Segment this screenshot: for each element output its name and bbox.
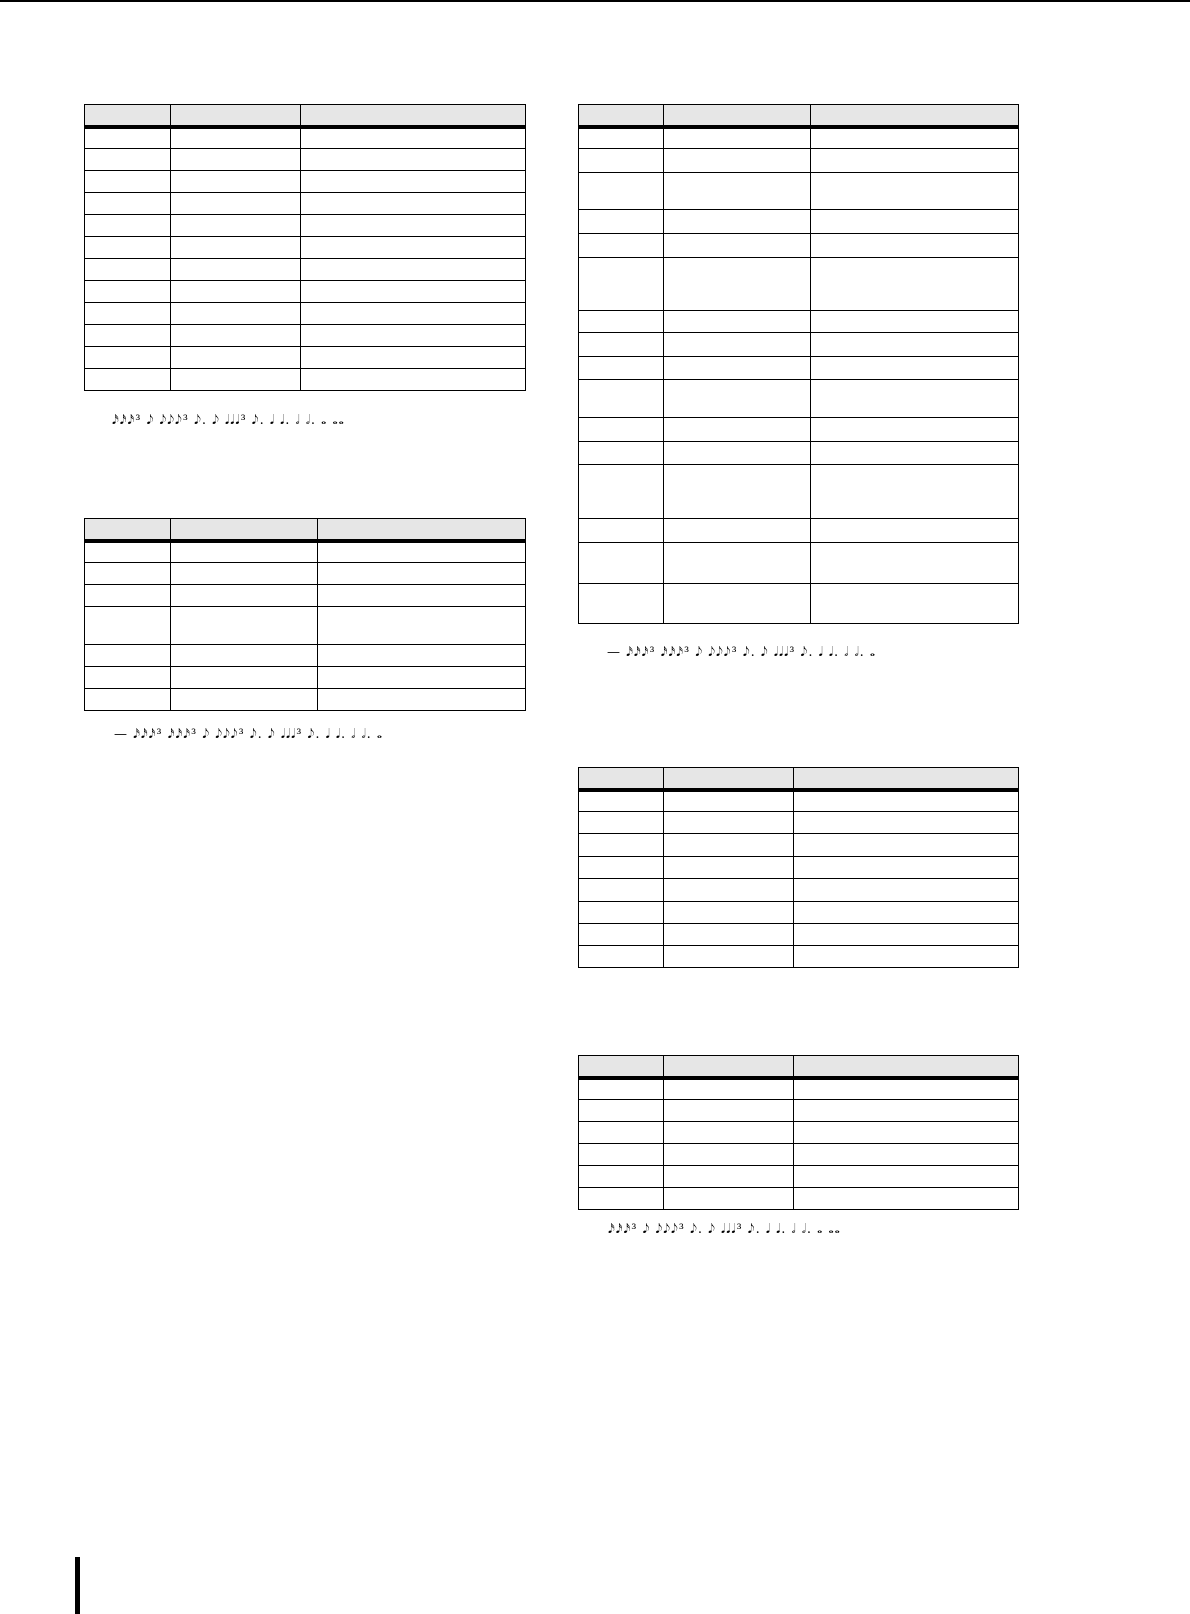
table-cell <box>664 1100 794 1122</box>
table-cell <box>85 369 171 391</box>
table-header-row <box>579 1056 1019 1078</box>
table-cell <box>171 585 318 607</box>
table-row <box>85 237 526 259</box>
table-cell <box>318 541 526 563</box>
table-cell <box>811 519 1019 543</box>
table-cell <box>794 1166 1019 1188</box>
header-cell <box>579 1056 664 1078</box>
table-row <box>579 946 1019 968</box>
table-cell <box>664 1166 794 1188</box>
table-row <box>579 924 1019 946</box>
table-cell <box>811 442 1019 465</box>
table-row <box>579 234 1019 258</box>
table-cell <box>811 465 1019 519</box>
table-row <box>579 311 1019 333</box>
table-row <box>85 281 526 303</box>
table-cell <box>171 127 301 149</box>
table-cell <box>579 234 664 258</box>
table-cell <box>579 879 664 902</box>
table-cell <box>664 258 811 311</box>
table-row <box>85 563 526 585</box>
table-cell <box>664 584 811 624</box>
table-row <box>579 210 1019 234</box>
table-row <box>579 1166 1019 1188</box>
table-row <box>579 173 1019 210</box>
header-cell <box>171 105 301 127</box>
table-row <box>579 1078 1019 1100</box>
table-cell <box>811 543 1019 584</box>
table-cell <box>794 857 1019 879</box>
table-header-row <box>85 105 526 127</box>
table-cell <box>794 790 1019 812</box>
table-cell <box>664 1144 794 1166</box>
table-cell <box>811 127 1019 149</box>
table-cell <box>85 645 171 667</box>
table-cell <box>579 902 664 924</box>
table-cell <box>579 380 664 418</box>
table-cell <box>301 127 526 149</box>
table-cell <box>85 259 171 281</box>
table-cell <box>318 667 526 689</box>
table-cell <box>794 812 1019 834</box>
table-cell <box>664 234 811 258</box>
header-cell <box>811 105 1019 127</box>
note-value-legend: — 𝅘𝅥𝅯𝅘𝅥𝅯𝅘𝅥𝅯³ 𝅘𝅥𝅯𝅘𝅥𝅯𝅘𝅥𝅯³ 𝅘𝅥𝅮 𝅘𝅥𝅮𝅘𝅥𝅮𝅘𝅥𝅮³ 𝅘𝅥𝅮. 𝅘𝅥𝅮 𝅘𝅥𝅘𝅥𝅘𝅥³ 𝅘𝅥𝅮. 𝅘𝅥 𝅘𝅥. 𝅗𝅥 𝅗𝅥. 𝅝 <box>114 727 384 742</box>
table-row <box>579 812 1019 834</box>
header-cell <box>664 1056 794 1078</box>
table-cell <box>579 1166 664 1188</box>
table-2 <box>84 518 526 711</box>
table-cell <box>171 541 318 563</box>
table-cell <box>811 234 1019 258</box>
table-cell <box>171 347 301 369</box>
header-cell <box>794 768 1019 790</box>
note-value-legend: — 𝅘𝅥𝅯𝅘𝅥𝅯𝅘𝅥𝅯³ 𝅘𝅥𝅯𝅘𝅥𝅯𝅘𝅥𝅯³ 𝅘𝅥𝅮 𝅘𝅥𝅮𝅘𝅥𝅮𝅘𝅥𝅮³ 𝅘𝅥𝅮. 𝅘𝅥𝅮 𝅘𝅥𝅘𝅥𝅘𝅥³ 𝅘𝅥𝅮. 𝅘𝅥 𝅘𝅥. 𝅗𝅥 𝅗𝅥. 𝅝 <box>607 645 877 660</box>
table-row <box>579 380 1019 418</box>
table-cell <box>811 149 1019 173</box>
table-cell <box>85 563 171 585</box>
table-cell <box>171 645 318 667</box>
table-cell <box>171 303 301 325</box>
table-cell <box>301 325 526 347</box>
table-cell <box>579 1100 664 1122</box>
table-row <box>579 790 1019 812</box>
table-row <box>85 193 526 215</box>
table-cell <box>85 281 171 303</box>
table-cell <box>579 924 664 946</box>
header-cell <box>664 105 811 127</box>
table-cell <box>664 418 811 442</box>
table-cell <box>664 879 794 902</box>
table-cell <box>301 369 526 391</box>
table-cell <box>794 1100 1019 1122</box>
table-row <box>579 1122 1019 1144</box>
table-cell <box>85 689 171 711</box>
table-row <box>85 689 526 711</box>
table-row <box>579 127 1019 149</box>
table-cell <box>664 149 811 173</box>
table-cell <box>811 380 1019 418</box>
table-cell <box>171 563 318 585</box>
header-cell <box>664 768 794 790</box>
table-cell <box>664 924 794 946</box>
table-cell <box>664 902 794 924</box>
header-cell <box>579 768 664 790</box>
table-cell <box>811 173 1019 210</box>
table-cell <box>664 834 794 857</box>
table-cell <box>301 215 526 237</box>
table-row <box>579 1100 1019 1122</box>
table-row <box>85 585 526 607</box>
table-header-row <box>579 105 1019 127</box>
table-cell <box>794 1122 1019 1144</box>
table-cell <box>811 333 1019 357</box>
table-header-row <box>85 519 526 541</box>
table-row <box>85 369 526 391</box>
note-value-legend: 𝅘𝅥𝅯𝅘𝅥𝅯𝅘𝅥𝅯³ 𝅘𝅥𝅮 𝅘𝅥𝅮𝅘𝅥𝅮𝅘𝅥𝅮³ 𝅘𝅥𝅮. 𝅘𝅥𝅮 𝅘𝅥𝅘𝅥𝅘𝅥³ 𝅘𝅥𝅮. 𝅘𝅥 𝅘𝅥. 𝅗𝅥 𝅗𝅥. 𝅝 𝅝𝅝 <box>608 1222 841 1237</box>
table-cell <box>579 210 664 234</box>
table-row <box>579 465 1019 519</box>
table-cell <box>301 193 526 215</box>
table-row <box>85 127 526 149</box>
table-cell <box>318 563 526 585</box>
header-cell <box>318 519 526 541</box>
table-cell <box>85 347 171 369</box>
table-row <box>85 667 526 689</box>
table-cell <box>664 357 811 380</box>
table-row <box>579 1188 1019 1210</box>
table-cell <box>579 584 664 624</box>
table-cell <box>664 1078 794 1100</box>
table-cell <box>664 333 811 357</box>
table-cell <box>171 325 301 347</box>
table-cell <box>171 689 318 711</box>
table-row <box>579 418 1019 442</box>
header-cell <box>301 105 526 127</box>
table-cell <box>85 607 171 645</box>
table-cell <box>579 258 664 311</box>
table-cell <box>794 1078 1019 1100</box>
table-cell <box>664 790 794 812</box>
table-row <box>579 857 1019 879</box>
table-cell <box>171 281 301 303</box>
table-cell <box>579 173 664 210</box>
header-cell <box>794 1056 1019 1078</box>
table-row <box>85 303 526 325</box>
table-cell <box>664 442 811 465</box>
table-cell <box>318 689 526 711</box>
table-row <box>85 347 526 369</box>
table-cell <box>811 210 1019 234</box>
table-cell <box>579 442 664 465</box>
table-cell <box>579 1122 664 1144</box>
table-cell <box>301 149 526 171</box>
table-5 <box>578 1055 1019 1210</box>
header-cell <box>171 519 318 541</box>
table-cell <box>579 857 664 879</box>
table-cell <box>579 357 664 380</box>
table-3 <box>578 104 1019 624</box>
table-row <box>579 879 1019 902</box>
table-cell <box>301 237 526 259</box>
table-cell <box>579 465 664 519</box>
table-cell <box>794 902 1019 924</box>
table-cell <box>811 584 1019 624</box>
table-cell <box>664 946 794 968</box>
table-row <box>579 543 1019 584</box>
table-cell <box>301 281 526 303</box>
table-cell <box>811 357 1019 380</box>
table-cell <box>85 193 171 215</box>
note-value-legend: 𝅘𝅥𝅯𝅘𝅥𝅯𝅘𝅥𝅯³ 𝅘𝅥𝅮 𝅘𝅥𝅮𝅘𝅥𝅮𝅘𝅥𝅮³ 𝅘𝅥𝅮. 𝅘𝅥𝅮 𝅘𝅥𝅘𝅥𝅘𝅥³ 𝅘𝅥𝅮. 𝅘𝅥 𝅘𝅥. 𝅗𝅥 𝅗𝅥. 𝅝 𝅝𝅝 <box>112 413 345 428</box>
table-row <box>85 325 526 347</box>
table-row <box>85 149 526 171</box>
top-rule <box>0 0 1190 2</box>
table-cell <box>579 543 664 584</box>
table-header-row <box>579 768 1019 790</box>
table-cell <box>171 237 301 259</box>
table-cell <box>85 303 171 325</box>
table-row <box>579 357 1019 380</box>
table-row <box>579 1144 1019 1166</box>
header-cell <box>85 519 171 541</box>
table-cell <box>664 127 811 149</box>
table-cell <box>794 1188 1019 1210</box>
table-cell <box>664 857 794 879</box>
table-cell <box>579 1188 664 1210</box>
table-cell <box>85 149 171 171</box>
table-cell <box>794 924 1019 946</box>
table-cell <box>579 1144 664 1166</box>
table-cell <box>579 812 664 834</box>
table-cell <box>85 127 171 149</box>
table-cell <box>579 418 664 442</box>
table-cell <box>579 519 664 543</box>
table-cell <box>811 311 1019 333</box>
table-cell <box>579 149 664 173</box>
table-cell <box>171 607 318 645</box>
table-cell <box>85 171 171 193</box>
table-cell <box>85 585 171 607</box>
table-cell <box>171 149 301 171</box>
table-cell <box>85 237 171 259</box>
table-row <box>85 607 526 645</box>
table-row <box>579 519 1019 543</box>
table-cell <box>171 369 301 391</box>
table-cell <box>794 946 1019 968</box>
table-cell <box>85 325 171 347</box>
table-cell <box>171 667 318 689</box>
table-row <box>579 333 1019 357</box>
table-cell <box>579 946 664 968</box>
table-cell <box>318 645 526 667</box>
table-cell <box>664 465 811 519</box>
table-row <box>85 171 526 193</box>
table-cell <box>794 1144 1019 1166</box>
table-cell <box>85 541 171 563</box>
table-cell <box>301 303 526 325</box>
table-cell <box>301 171 526 193</box>
table-cell <box>664 519 811 543</box>
table-cell <box>301 259 526 281</box>
table-cell <box>301 347 526 369</box>
table-cell <box>579 834 664 857</box>
table-cell <box>171 259 301 281</box>
table-cell <box>664 380 811 418</box>
table-cell <box>664 1122 794 1144</box>
table-cell <box>171 171 301 193</box>
table-cell <box>579 311 664 333</box>
table-cell <box>318 607 526 645</box>
table-cell <box>811 258 1019 311</box>
header-cell <box>579 105 664 127</box>
table-row <box>85 259 526 281</box>
table-cell <box>664 543 811 584</box>
page-edge-bar <box>75 1557 80 1614</box>
table-cell <box>664 210 811 234</box>
table-cell <box>579 333 664 357</box>
table-cell <box>664 812 794 834</box>
table-cell <box>318 585 526 607</box>
table-4 <box>578 767 1019 968</box>
table-row <box>579 442 1019 465</box>
table-cell <box>664 311 811 333</box>
table-cell <box>794 879 1019 902</box>
table-row <box>579 902 1019 924</box>
table-cell <box>171 193 301 215</box>
table-row <box>85 541 526 563</box>
table-row <box>579 149 1019 173</box>
table-cell <box>171 215 301 237</box>
table-1 <box>84 104 526 391</box>
table-cell <box>85 215 171 237</box>
table-row <box>579 584 1019 624</box>
table-row <box>85 645 526 667</box>
table-cell <box>579 127 664 149</box>
table-cell <box>664 1188 794 1210</box>
table-cell <box>664 173 811 210</box>
table-row <box>579 258 1019 311</box>
table-cell <box>85 667 171 689</box>
table-cell <box>794 834 1019 857</box>
table-cell <box>811 418 1019 442</box>
table-row <box>579 834 1019 857</box>
table-row <box>85 215 526 237</box>
table-cell <box>579 790 664 812</box>
table-cell <box>579 1078 664 1100</box>
header-cell <box>85 105 171 127</box>
